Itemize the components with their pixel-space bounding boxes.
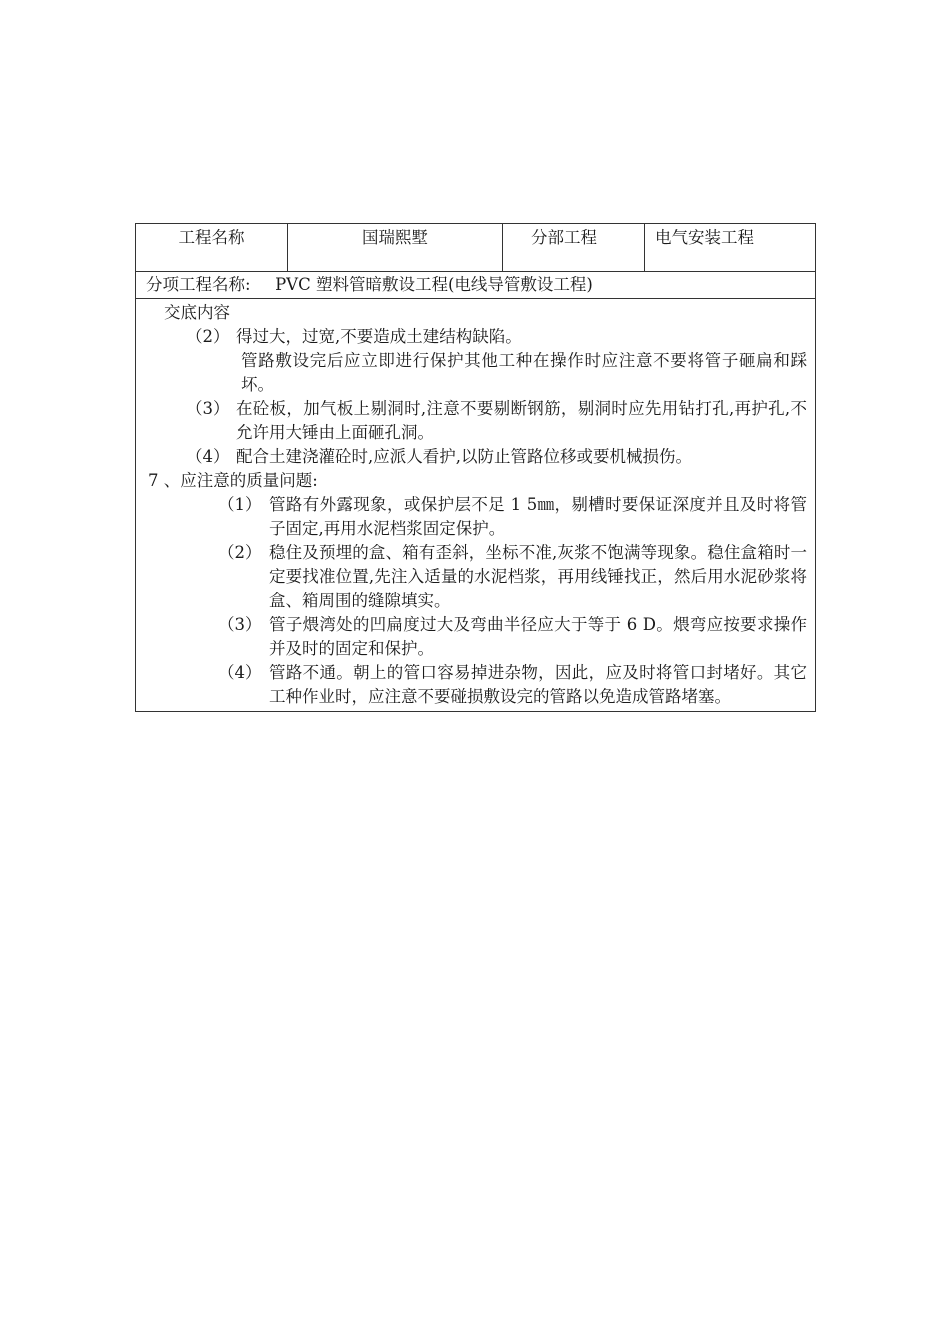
item-text: 配合土建浇灌砼时,应派人看护,以防止管路位移或要机械损伤。 bbox=[236, 447, 692, 466]
item-text: 稳住及预埋的盒、箱有歪斜，坐标不准,灰浆不饱满等现象。稳住盒箱时一定要找准位置,先注入适量的水泥档浆，再用线锤找正，然后用水泥砂浆将盒、箱周围的缝隙填实。 bbox=[269, 543, 807, 610]
item-number: （2） bbox=[218, 543, 262, 562]
item-number: （2） bbox=[186, 327, 230, 346]
item-number: （3） bbox=[186, 399, 230, 418]
list-item bbox=[136, 325, 807, 349]
project-name: 国瑞熙墅 bbox=[288, 224, 503, 272]
list-item bbox=[136, 541, 807, 613]
item-number: （3） bbox=[218, 615, 262, 634]
sub-project-row bbox=[136, 272, 816, 299]
item-text: 管路不通。朝上的管口容易掉进杂物，因此，应及时将管口封堵好。其它工种作业时，应注意不要碰损敷设完的管路以免造成管路堵塞。 bbox=[269, 663, 807, 706]
sub-project-label: 分项工程名称: bbox=[146, 275, 251, 294]
list-item bbox=[136, 613, 807, 661]
list-item bbox=[136, 349, 807, 397]
content-cell bbox=[136, 299, 816, 712]
sub-project-name: PVC 塑料管暗敷设工程(电线导管敷设工程) bbox=[275, 275, 593, 294]
item-text: 得过大，过宽,不要造成土建结构缺陷。 bbox=[236, 327, 522, 346]
item-text: 管子煨湾处的凹扁度过大及弯曲半径应大于等于 6 D。煨弯应按要求操作并及时的固定和保护。 bbox=[269, 615, 807, 658]
division-name: 电气安装工程 bbox=[645, 224, 816, 272]
item-number: （4） bbox=[186, 447, 230, 466]
item-text: 管路敷设完后应立即进行保护其他工种在操作时应注意不要将管子砸扁和踩坏。 bbox=[241, 351, 807, 394]
list-item bbox=[136, 397, 807, 445]
list-item bbox=[136, 661, 807, 709]
section-7-title: 7 、应注意的质量问题: bbox=[148, 471, 318, 490]
header-row bbox=[136, 224, 816, 272]
list-item bbox=[136, 493, 807, 541]
content-heading: 交底内容 bbox=[164, 303, 230, 322]
item-text: 在砼板，加气板上剔洞时,注意不要剔断钢筋，剔洞时应先用钻打孔,再护孔,不允许用大锤由上面砸孔洞。 bbox=[236, 399, 807, 442]
project-label: 工程名称 bbox=[136, 224, 288, 272]
sub-project-cell bbox=[136, 272, 816, 299]
list-item bbox=[136, 445, 807, 469]
item-number: （4） bbox=[218, 663, 262, 682]
technical-disclosure-table bbox=[135, 223, 816, 712]
item-text: 管路有外露现象，或保护层不足 1 5㎜，剔槽时要保证深度并且及时将管子固定,再用水泥档浆固定保护。 bbox=[269, 495, 807, 538]
item-number: （1） bbox=[218, 495, 262, 514]
division-label: 分部工程 bbox=[503, 224, 645, 272]
content-row bbox=[136, 299, 816, 712]
